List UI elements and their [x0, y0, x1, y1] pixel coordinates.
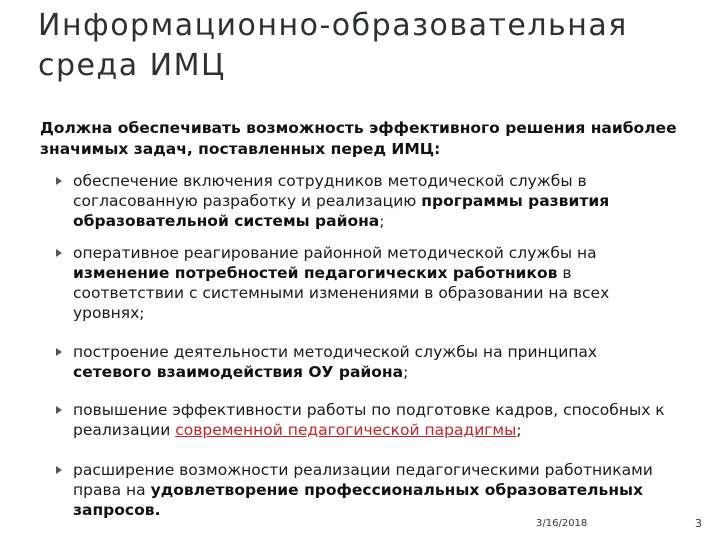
bullet-text-end: ; — [379, 212, 385, 230]
paradigm-link[interactable]: современной педагогической парадигмы — [175, 421, 517, 439]
page-number: 3 — [695, 517, 702, 530]
bullet-highlight: программы развития образовательной системы района — [73, 192, 610, 230]
bullet-text: оперативное реагирование районной методической службы на — [73, 244, 597, 262]
bullet-item — [40, 342, 680, 382]
bullet-text: обеспечение включения сотрудников методической службы в согласованную разработку и реализацию — [73, 172, 587, 210]
bullet-item — [40, 400, 680, 440]
bullet-item — [40, 460, 680, 520]
bullet-arrow-icon — [56, 249, 62, 257]
bullet-text-end: ; — [403, 363, 409, 381]
bullet-item — [40, 243, 680, 323]
bullet-highlight: изменение потребностей педагогических работников — [73, 264, 558, 282]
bullet-arrow-icon — [56, 406, 62, 414]
bullet-arrow-icon — [56, 177, 62, 185]
bullet-arrow-icon — [56, 348, 62, 356]
bullet-text: повышение эффективности работы по подготовке кадров, способных к реализации — [73, 401, 665, 439]
bullet-item — [40, 171, 680, 231]
bullet-highlight: удовлетворение профессиональных образовательных запросов. — [73, 481, 644, 519]
bullet-arrow-icon — [56, 466, 62, 474]
slide-title: Информационно-образовательная среда ИМЦ — [38, 8, 628, 83]
bullet-text-end: ; — [516, 421, 522, 439]
intro-text: Должна обеспечивать возможность эффективного решения наиболее значимых задач, поставленных перед ИМЦ: — [40, 119, 677, 158]
bullet-text: расширение возможности реализации педагогическими работниками права на — [73, 461, 653, 499]
bullet-text: построение деятельности методической службы на принципах — [73, 343, 598, 361]
bullet-text-end: в соответствии с системными изменениями в образовании на всех уровнях; — [73, 264, 610, 322]
footer-date: 3/16/2018 — [536, 518, 588, 529]
bullet-list — [40, 171, 680, 520]
bullet-highlight: сетевого взаимодействия ОУ района — [73, 363, 404, 381]
